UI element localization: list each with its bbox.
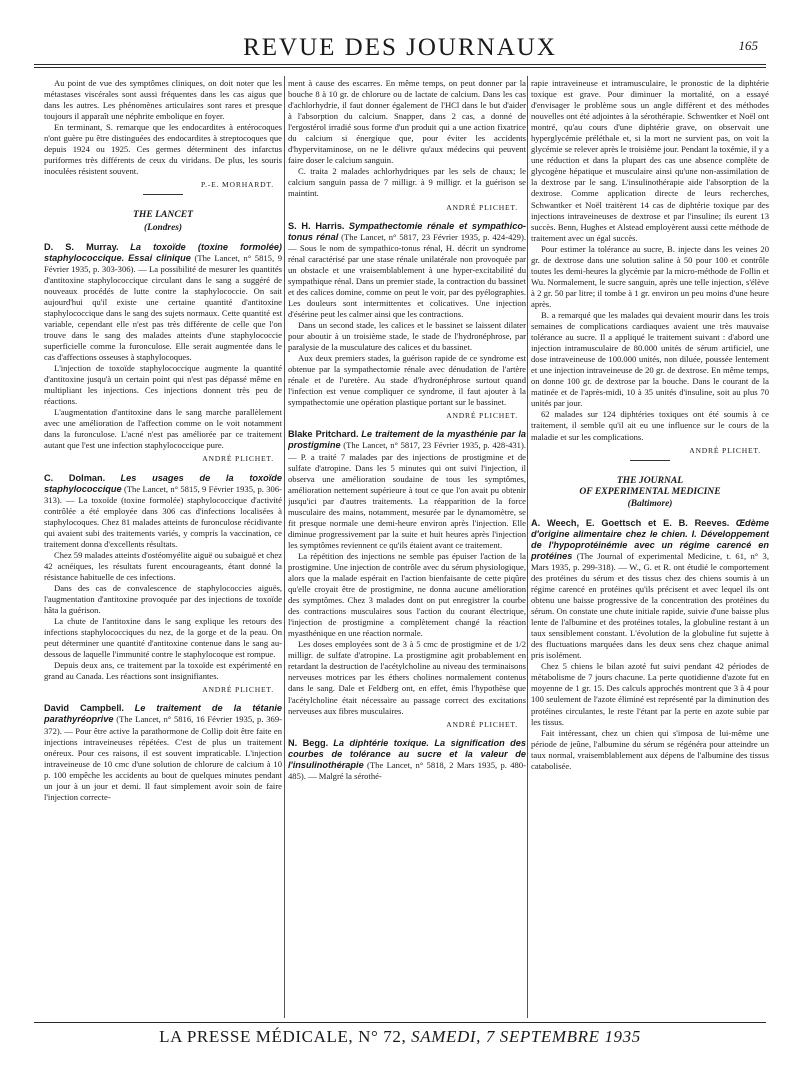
header-rule <box>34 64 766 65</box>
article-text: — La possibilité de mesurer les quantités d'antitoxine staphylococcique circulant dans le sang a suggéré de nouveaux procédés de lutte contre la staphylococcie. On sait aujourd'hui qu'il existe une certaine quantité d'antitoxine staphylococcique dans le sang des sujets normaux. Cette quantité est variable, cependant elle n'est pas très différente de celle que l'on trouve dans le sang des malades atteints d'une staphylococcie superficielle comme la furonculose. Elle serait augmentée dans le cas d'affections osseuses à staphylocoques. <box>44 263 282 363</box>
journal-name: THE JOURNAL <box>616 474 684 486</box>
column-separator-2 <box>527 76 528 1018</box>
article-text: — Sous le nom de sympathico-tonus rénal, H. décrit un syndrome rénal caractérisé par une stase rénale unilatérale non provoquée par un obstacle et une vraisemblablement à une hyper-excitabilité du sympathique rénal. Dans un premier stade, la contraction du bassinet et des calices domine, comme on peut le voir, par des pyélographies. Les douleurs sont intermittentes et colicatives. Une injection d'ésérine peut les calmer ainsi que les contractions. <box>288 242 526 319</box>
paragraph: 62 malades sur 124 diphtéries toxiques ont été soumis à ce traitement, il semble qu'il ait eu une influence sur le cours de la maladie et sur les complications. <box>531 409 769 442</box>
article-reference: (The Lancet, n° 5815, 9 Février 1935, p. 303-306). <box>44 252 282 274</box>
column-1 <box>44 78 282 1016</box>
column-3 <box>531 78 769 1016</box>
article-text: — P. a traité 7 malades par des injections de prostigmine et de sulfate d'atropine. Dans les 5 minutes qui ont suivi l'injection, il observa une amélioration soudaine de tous les symptômes, amélioration nettement supérieure à tout ce que l'on avait pu obtenir jusqu'ici par d'autres traitements. La réapparition de la force musculaire des mains, notamment, mesurée par le dynamomètre, se fit presque normale une demi-heure environ après l'injection. Elle diminue progressivement par la suite et huit heures après l'injection les symptômes reviennent ce qu'ils étaient avant ce traitement. <box>288 451 526 550</box>
article-reference: (The Lancet, n° 5818, 2 Mars 1935, p. 480-485). <box>288 759 526 781</box>
article-authors: D. S. Murray. <box>44 241 119 252</box>
paragraph: Pour estimer la tolérance au sucre, B. injecte dans les veines 20 gr. de dextrose dans une solution saline à 50 pour 100 et contrôle toutes les demi-heures la glycémie par la micro-méthode de Follin et Wu. Normalement, le sucre sanguin, après une telle injection, s'élève à 2 gr. 50 par litre; il tombe à 1 gr. environ un peu moins d'une heure après. <box>531 243 769 309</box>
section-divider <box>630 460 670 461</box>
paragraph: B. a remarqué que les malades qui devaient mourir dans les trois semaines de complications cardiaques avaient une très mauvaise tolérance au sucre. Il a appliqué le traitement suivant : d'abord une injection intramusculaire de 80.000 unités de sérum artificiel, une dose intraveineuse de 100.000 unités, non diluée, poussée lentement et une injection intraveineuse de 20 gr. de dextrose. En même temps, on donne 100 gr. de dextrose par la bouche. Dans le courant de la matinée et de l'après-midi, 10 à 35 unités d'insuline, soit au plus 70 unités par jour. <box>531 309 769 409</box>
article-header <box>44 242 282 364</box>
paragraph: L'injection de toxoïde staphylococcique augmente la quantité d'antitoxine jusqu'à un certain point qui n'est pas dépassé même en multipliant les injections. Ces injections donnent très peu de réactions. <box>44 363 282 407</box>
signature: ANDRÉ PLICHET. <box>446 202 518 212</box>
article-authors: David Campbell. <box>44 703 124 714</box>
page-footer <box>34 1027 766 1047</box>
paragraph: Depuis deux ans, ce traitement par la toxoïde est expérimenté en grand au Canada. Les réactions sont insignifiantes. <box>44 660 282 682</box>
article-header <box>288 429 526 551</box>
footer-publication: LA PRESSE MÉDICALE, N° 72, <box>159 1027 407 1046</box>
article-authors: Blake Pritchard. <box>288 429 359 440</box>
paragraph: rapie intraveineuse et intramusculaire, le pronostic de la diphtérie toxique est grave. Pour diminuer la mortalité, on a essayé d'envisager le problème sous un angle différent et des méthodes nouvelles ont été adjointes à la sérothérapie. Schwentker et Noël ont montré, qu'au cours d'une diphtérie grave, on observait une hyperglycémie préléthale et, si la mort ne survient pas, on voit la glycémie se relever après le troisième jour. Pendant la toxémie, il y a une réduction et dans la plupart des cas une absence complète de glycogène hépatique et musculaire ainsi qu'une non-assimilation de la dextrose par le sang. L'insulinothérapie aide l'absorption de la dextrose. Comme application directe de leurs recherches, Schwantker et Noël traitèrent 14 cas de diphtérie toxique par des injections intraveineuses de dextrose et par l'insuline; ils eurent 13 succès. Benn, Hughes et Alstead employèrent aussi cette méthode de traitement avec un égal succès. <box>531 78 769 243</box>
journal-place: (Londres) <box>143 222 183 233</box>
signature: ANDRÉ PLICHET. <box>202 454 274 464</box>
running-title: REVUE DES JOURNAUX <box>243 34 557 61</box>
article-reference: (The Lancet, n° 5816, 16 Février 1935, p. 369-372). <box>44 714 282 736</box>
paragraph: Chez 5 chiens le bilan azoté fut suivi pendant 42 périodes de métabolisme de 7 jours chacune. La perte quotidienne d'azote fut en moyenne de 1 gr. 15. Des calculs approchés montrent que 3 à 4 pour 100 seulement de l'azote éliminé est représenté par la diminution des protéines circulantes, le reste l'étant par la perte en azote subie par les tissus. <box>531 661 769 727</box>
article-header <box>288 738 526 782</box>
article-title: La toxoïde (toxine formolée) staphylococcique. Essai clinique <box>44 241 282 263</box>
page-number: 165 <box>738 38 758 53</box>
journal-place: (Baltimore) <box>627 498 673 509</box>
journal-name: THE LANCET <box>133 209 193 221</box>
page-header <box>34 30 766 68</box>
footer-rule <box>34 1022 766 1023</box>
article-reference: (The Lancet, n° 5817, 23 Février 1935, p. 424-429). <box>341 231 526 242</box>
article-authors: A. Weech, E. Goettsch et E. B. Reeves. <box>531 517 730 528</box>
article-reference: (The Journal of experimental Medicine, t. 61, n° 3, Mars 1935, p. 299-318). <box>531 550 769 572</box>
article-header <box>531 518 769 662</box>
signature: ANDRÉ PLICHET. <box>689 445 761 455</box>
signature: P.-E. MORHARDT. <box>200 180 274 190</box>
article-title: Sympathectomie rénale et sympathico-tonus rénal <box>288 220 526 242</box>
article-title: La diphtérie toxique. La signification des courbes de tolérance au sucre et la valeur de l'insulinothérapie <box>288 737 526 770</box>
signature: ANDRÉ PLICHET. <box>202 685 274 695</box>
column-2 <box>288 78 526 1016</box>
paragraph: Fait intéressant, chez un chien qui s'imposa de lui-même une période de jeûne, l'albumine du sérum se régénéra pour atteindre un taux normal, vraisemblablement aux dépens de l'albumine des tissus catabolisée. <box>531 727 769 771</box>
paragraph: Au point de vue des symptômes cliniques, on doit noter que les métastases viscérales sont aussi fréquentes dans les cas aigus que dans les autres. Les phénomènes articulaires sont rares et presque toujours il apparaît une néphrite embolique en foyer. <box>44 78 282 122</box>
paragraph: La répétition des injections ne semble pas épuiser l'action de la prostigmine. Une injection de contrôle avec du sérum physiologique, alors que la malade espérait en l'action bienfaisante de cette piqûre qu'elle croyait être de prostigmine, ne donna aucune amélioration des symptômes. Chez 3 malades dont on put enregistrer la courbe des contractions musculaires sous l'action du courant électrique, l'injection de prostigmine a complètement changé la réaction myasthénique en une réaction normale. <box>288 550 526 639</box>
journal-name-line-2: OF EXPERIMENTAL MEDICINE <box>579 485 721 497</box>
article-text: — W., G. et R. ont étudié le comportement des protéines du sérum et des tissus chez des chiens soumis à un régime carencé en protéines qu'ils précisent et avec lequel ils ont obtenu une baisse progressive de la concentration des protéines du sérum. On constate une chute initiale rapide, suivie d'une baisse plus lente de l'albumine et des protéines totales, la globuline restant à un taux sensiblement constant. L'évolution de la globuline fut sujette à des fluctuations marquées dans les deux sens chez chaque animal pris isolément. <box>531 561 769 661</box>
header-rule-double <box>34 67 766 68</box>
paragraph: L'augmentation d'antitoxine dans le sang marche parallèlement avec une amélioration de l'affection comme on le voit notamment dans la furonculose. L'acné n'est pas améliorée par ce traitement autant que l'est une infection staphylococcique pure. <box>44 407 282 451</box>
paragraph: Les doses employées sont de 3 à 5 cmc de prostigmine et de 1/2 milligr. de sulfate d'atropine. La prostigmine agit probablement en retardant la destruction de l'acétylcholine au niveau des terminaisons nerveuses motrices par les éthers cholines normalement contenus dans le sang. Dale et Feldberg ont, en effet, émis l'hypothèse que l'acétylcholine était nécessaire au passage correct des excitations nerveuses aux fibres musculaires. <box>288 639 526 716</box>
article-title: Le traitement de la tétanie parathyréoprive <box>44 703 282 725</box>
signature: ANDRÉ PLICHET. <box>446 719 518 729</box>
article-title: Œdème d'origine alimentaire chez le chien. I. Développement de l'hypoprotéinémie avec un régime carencé en protéines <box>531 517 769 561</box>
article-title: Le traitement de la myasthénie par la prostigmine <box>288 429 526 451</box>
article-title: Les usages de la toxoïde staphylococcique <box>44 472 282 494</box>
article-header <box>44 703 282 802</box>
article-text: — La toxoïde (toxine formolée) staphylococcique d'activité contrôlée a été employée dans 306 cas d'infections localisées à staphylocoques. Chez 81 malades atteints de furonculose récidivante qui avaient subi des traitements variés, y compris la vaccination, ce traitement donna d'excellents résultats. <box>44 494 282 549</box>
column-separator-1 <box>284 76 285 1018</box>
footer-date: SAMEDI, 7 SEPTEMBRE 1935 <box>411 1027 641 1046</box>
paragraph: Aux deux premiers stades, la guérison rapide de ce syndrome est obtenue par la sympathectomie rénale avec dénudation de l'artère rénale et de l'uretère. Au stade d'hydronéphrose surtout quand l'infection est venue compliquer ce syndrome, il faut ajouter à la sympathectomie une opération plastique portant sur le bassinet. <box>288 353 526 408</box>
article-reference: (The Lancet, n° 5817, 23 Février 1935, p. 428-431). <box>343 440 526 451</box>
article-reference: (The Lancet, n° 5815, 9 Février 1935, p. 306-313). <box>44 483 282 505</box>
paragraph: En terminant, S. remarque que les endocardites à entérocoques n'ont guère pu être distinguées des endocardites à streptocoques que depuis 1924 ou 1925. Ces germes déterminent des infarctus puriformes très différents de ceux du viridans. De plus, les souris inoculées résistent souvent. <box>44 122 282 177</box>
article-header <box>44 473 282 550</box>
paragraph: C. traita 2 malades achlorhydriques par les sels de chaux; le calcium sanguin passa de 7 milligr. à 9 milligr. et la guérison se maintint. <box>288 166 526 199</box>
article-header <box>288 221 526 320</box>
paragraph: La chute de l'antitoxine dans le sang explique les retours des infections staphylococciques du nez, de la gorge et de la peau. On peut déterminer une quantité d'antitoxine contenue dans le sang au-dessous de laquelle l'immunité contre le staphylocoque est rompue. <box>44 616 282 660</box>
paragraph: Dans un second stade, les calices et le bassinet se laissent dilater pour aboutir à un troisième stade, le stade de l'hydronéphrose, par paralysie de la musculature des calices et du bassinet. <box>288 319 526 353</box>
article-text: — Malgré la sérothé- <box>308 770 382 781</box>
article-authors: N. Begg. <box>288 737 329 748</box>
section-divider <box>143 194 183 195</box>
signature: ANDRÉ PLICHET. <box>446 411 518 421</box>
paragraph: Chez 59 malades atteints d'ostéomyélite aiguë ou subaiguë et chez 42 acnéiques, les résultats furent encourageants, étant donné la résistance habituelle de ces infections. <box>44 549 282 582</box>
article-text: — Pour être active la parathormone de Collip doit être faite en injections intraveineuses répétées. C'est de plus un traitement onéreux. Pour ces raisons, il est souvent impraticable. L'injection intraveineuse de 10 cmc d'une solution de chlorure de calcium à 10 p. 100 empêche les accidents au bout de quelques minutes pendant un jour à un jour et demi. Il faut simplement avoir soin de faire l'injection correcte- <box>44 725 282 802</box>
paragraph: Dans des cas de convalescence de staphylococcies aiguës, l'augmentation d'antitoxine provoquée par des injections de toxoïde hâta la guérison. <box>44 582 282 616</box>
article-authors: C. Dolman. <box>44 472 106 483</box>
article-authors: S. H. Harris. <box>288 220 345 231</box>
paragraph: ment à cause des escarres. En même temps, on peut donner par la bouche 8 à 10 gr. de chlorure ou de lactate de calcium. Dans les cas d'achlorhydrie, il faut donner également de l'HCl dans le but d'aider à l'absorption du calcium. Snapper, dans 2 cas, a donné de l'ergostérol irradié sous forme d'un produit qui a une action fixatrice du calcium si énergique que, pour éviter les accidents d'hypervitaminose, on ne le délivre qu'aux médecins qui peuvent faire doser le calcium sanguin. <box>288 78 526 166</box>
